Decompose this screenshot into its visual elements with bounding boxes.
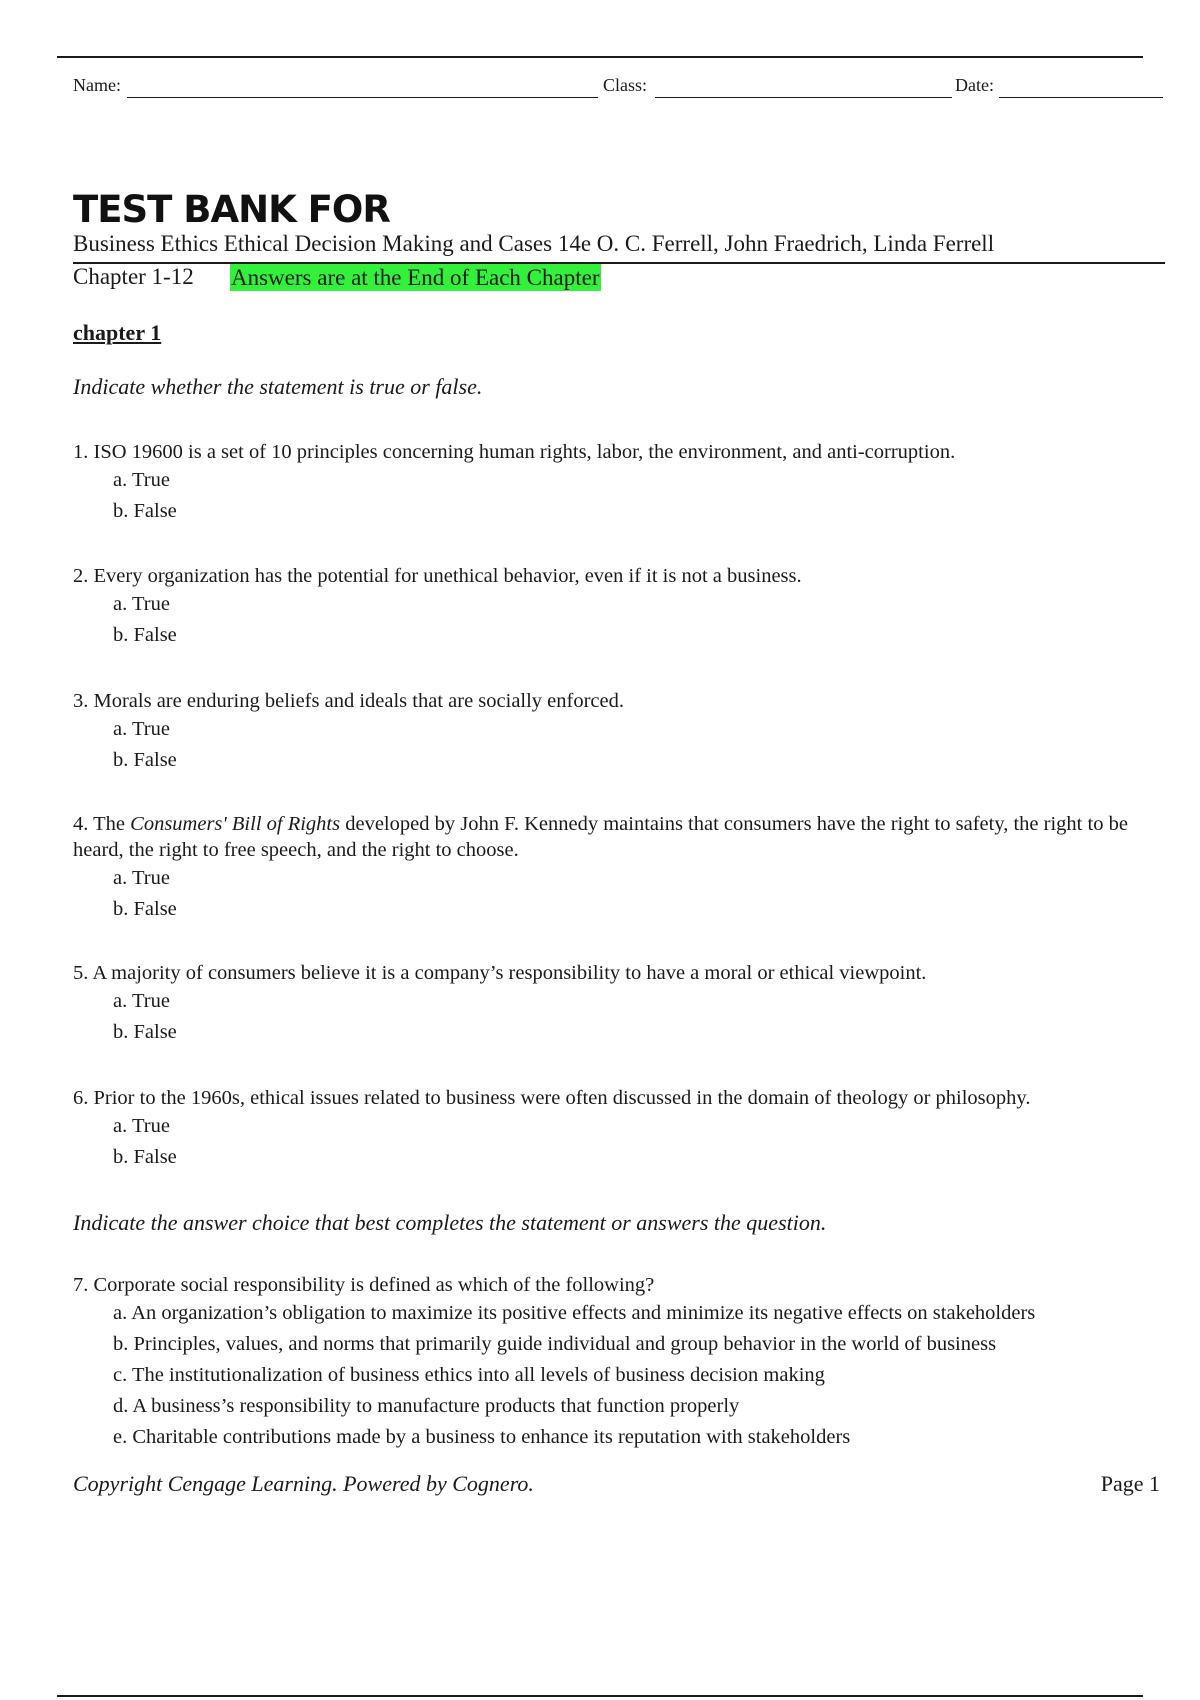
- question-2: [73, 563, 1163, 651]
- option-false[interactable]: b. False: [113, 1021, 177, 1043]
- document-title: TEST BANK FOR: [73, 188, 390, 231]
- name-label: Name:: [73, 75, 121, 95]
- option-true[interactable]: a. True: [113, 990, 170, 1012]
- option-false[interactable]: b. False: [113, 898, 177, 920]
- question-4: [73, 811, 1163, 925]
- option-false[interactable]: b. False: [113, 749, 177, 771]
- question-stem: 7. Corporate social responsibility is defined as which of the following?: [73, 1274, 655, 1296]
- option-true[interactable]: a. True: [113, 718, 170, 740]
- option-e[interactable]: e. Charitable contributions made by a business to enhance its reputation with stakeholders: [113, 1426, 851, 1448]
- student-info-fields: [73, 73, 1163, 101]
- answers-note-highlight: Answers are at the End of Each Chapter: [231, 265, 600, 290]
- class-line[interactable]: [655, 97, 952, 98]
- question-1: [73, 439, 1163, 527]
- instruction-true-false: Indicate whether the statement is true or false.: [73, 374, 483, 399]
- question-5: [73, 960, 1163, 1048]
- option-true[interactable]: a. True: [113, 469, 170, 491]
- question-stem: 5. A majority of consumers believe it is a company’s responsibility to have a moral or ethical viewpoint.: [73, 962, 927, 984]
- book-subtitle: Business Ethics Ethical Decision Making and Cases 14e O. C. Ferrell, John Fraedrich, Linda Ferrell: [73, 231, 995, 256]
- option-c[interactable]: c. The institutionalization of business ethics into all levels of business decision making: [113, 1364, 825, 1386]
- option-true[interactable]: a. True: [113, 867, 170, 889]
- instruction-multiple-choice: Indicate the answer choice that best completes the statement or answers the question.: [73, 1210, 827, 1235]
- question-7: [73, 1272, 1163, 1453]
- name-line[interactable]: [127, 97, 598, 98]
- stem-prefix: 4. The: [73, 813, 131, 835]
- option-b[interactable]: b. Principles, values, and norms that primarily guide individual and group behavior in the world of business: [113, 1333, 997, 1355]
- copyright-footer: Copyright Cengage Learning. Powered by Cognero.: [73, 1471, 534, 1496]
- date-line[interactable]: [999, 97, 1163, 98]
- class-label: Class:: [603, 75, 648, 95]
- option-d[interactable]: d. A business’s responsibility to manufacture products that function properly: [113, 1395, 740, 1417]
- question-stem: 6. Prior to the 1960s, ethical issues related to business were often discussed in the domain of theology or philosophy.: [73, 1087, 1031, 1109]
- option-false[interactable]: b. False: [113, 624, 177, 646]
- page-number: Page 1: [1100, 1471, 1160, 1496]
- date-label: Date:: [955, 75, 994, 95]
- question-stem: 3. Morals are enduring beliefs and ideals that are socially enforced.: [73, 690, 625, 712]
- question-3: [73, 688, 1163, 776]
- top-rule: [57, 56, 1143, 58]
- option-true[interactable]: a. True: [113, 1115, 170, 1137]
- chapter-heading: chapter 1: [73, 320, 162, 345]
- question-stem: 2. Every organization has the potential for unethical behavior, even if it is not a business.: [73, 565, 802, 587]
- option-true[interactable]: a. True: [113, 593, 170, 615]
- question-6: [73, 1085, 1163, 1173]
- stem-suffix: developed by John F. Kennedy maintains that consumers have the right to safety, the right to be heard, the right to free speech, and the right to choose.: [73, 813, 1128, 861]
- option-a[interactable]: a. An organization’s obligation to maximize its positive effects and minimize its negative effects on stakeholders: [113, 1302, 1036, 1324]
- name-field[interactable]: [73, 73, 598, 101]
- stem-italic-title: Consumers' Bill of Rights: [130, 813, 341, 835]
- option-false[interactable]: b. False: [113, 500, 177, 522]
- bottom-rule: [57, 1695, 1143, 1697]
- option-false[interactable]: b. False: [113, 1146, 177, 1168]
- question-stem: [73, 811, 1163, 863]
- chapter-range: Chapter 1-12: [73, 264, 194, 289]
- date-field[interactable]: [955, 73, 1165, 101]
- question-stem: 1. ISO 19600 is a set of 10 principles concerning human rights, labor, the environment, and anti-corruption.: [73, 441, 956, 463]
